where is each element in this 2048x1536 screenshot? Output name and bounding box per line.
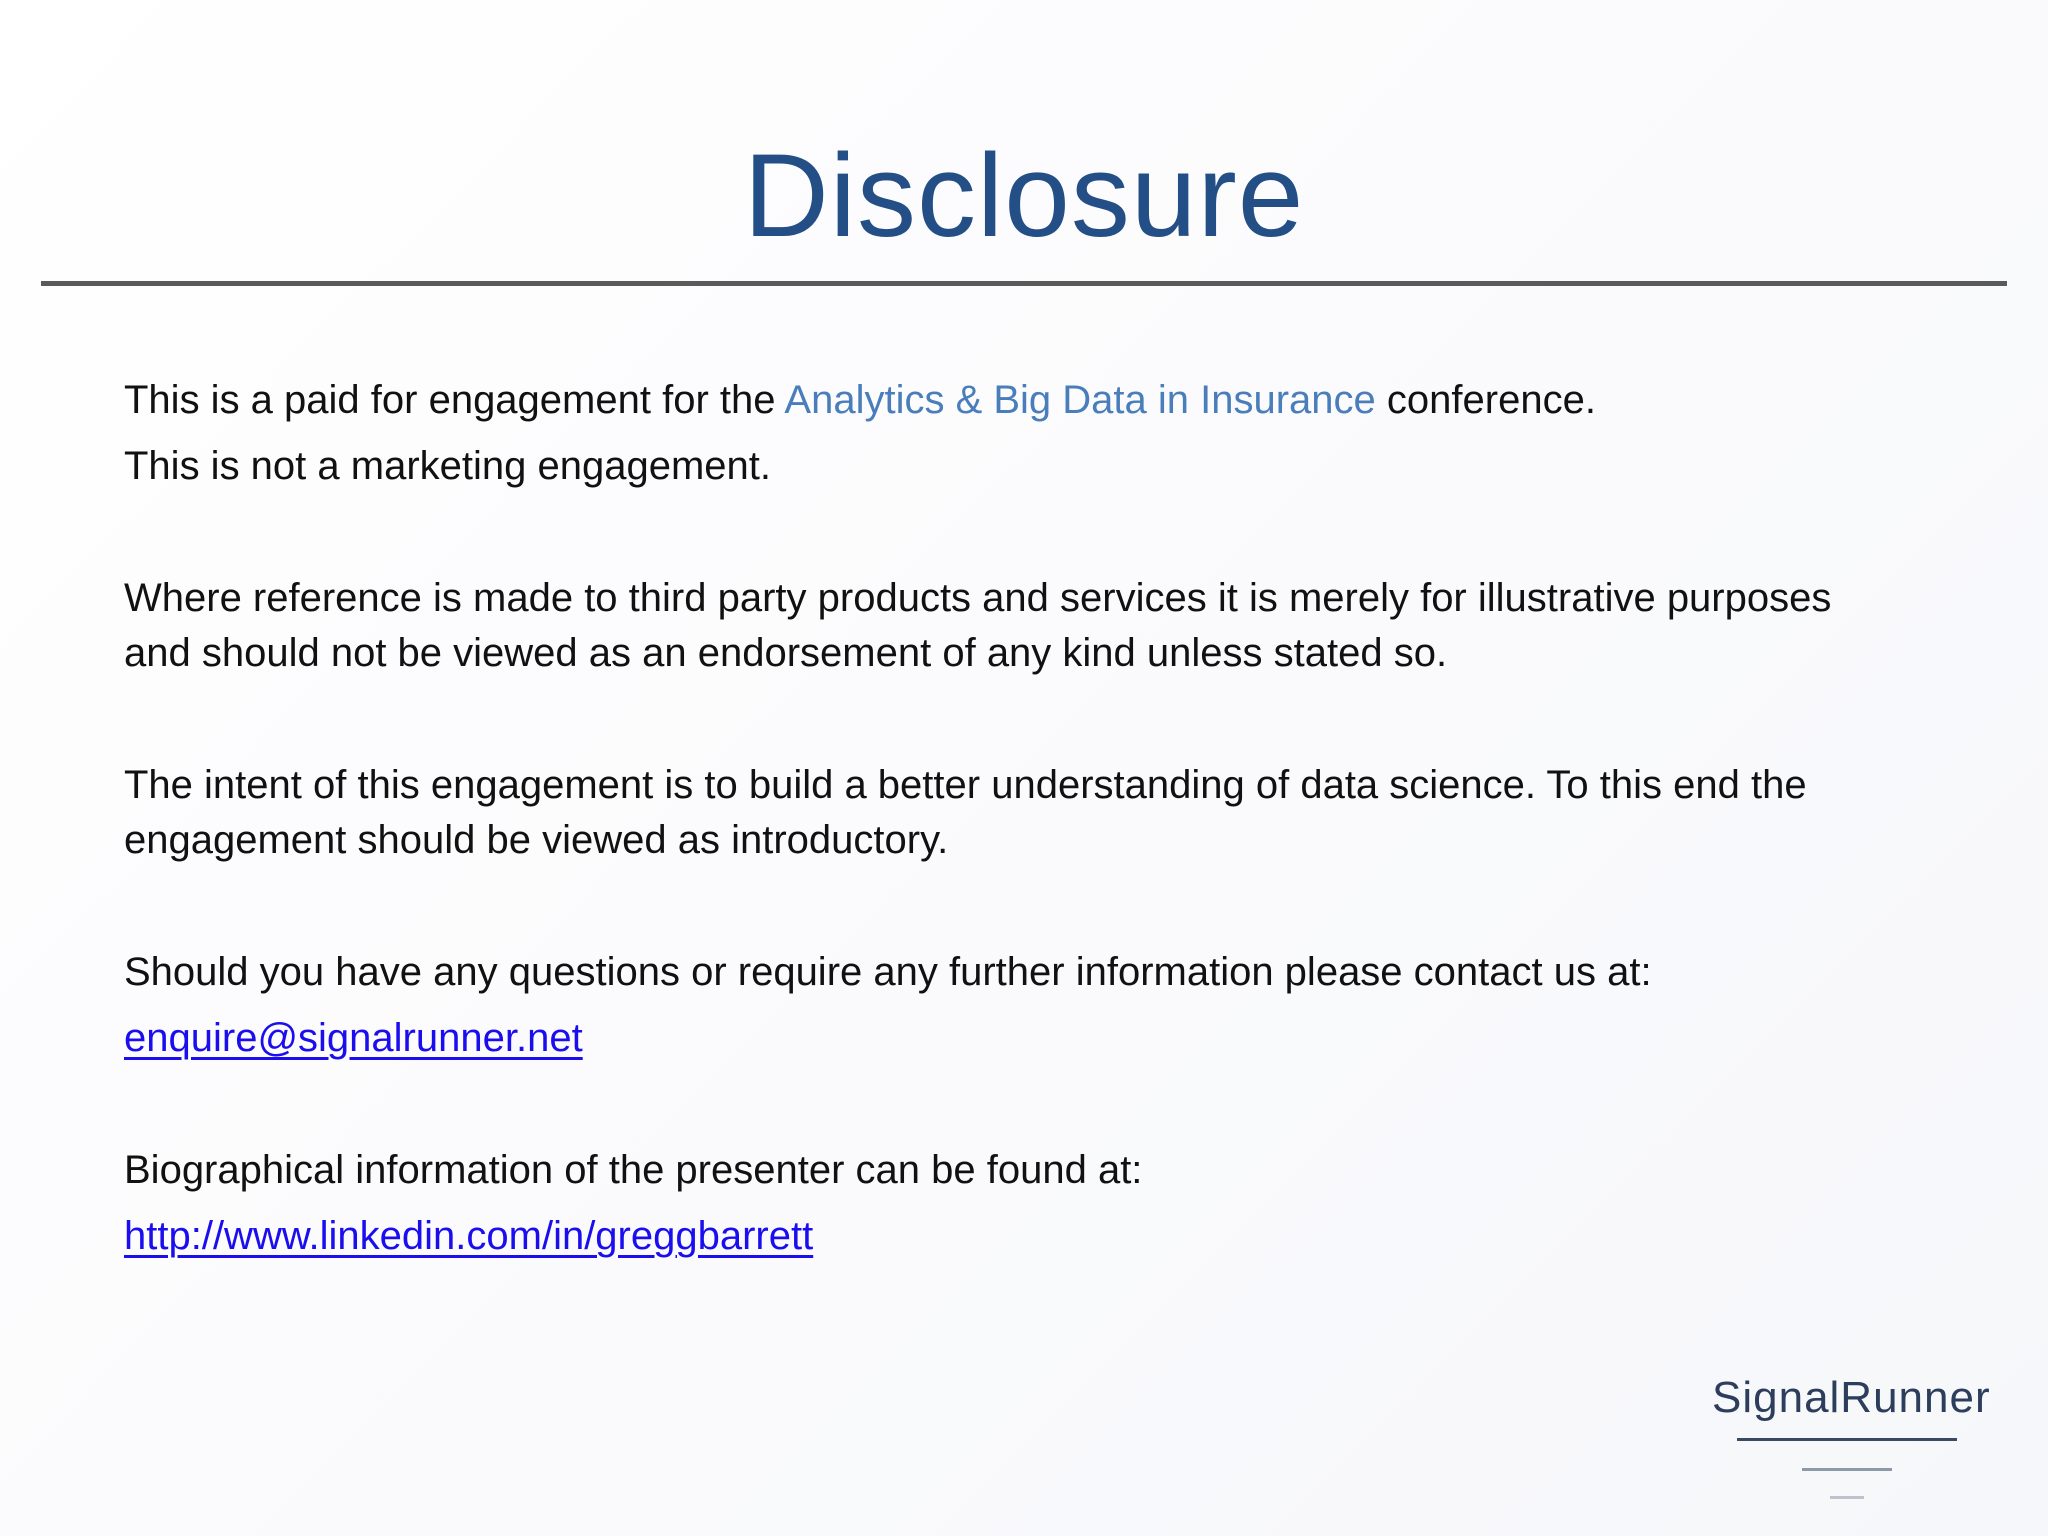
paid-engagement-text: This is a paid for engagement for the <box>124 378 785 422</box>
intent-line-1: The intent of this engagement is to build a better understanding of data science. To this end the <box>124 763 1807 807</box>
bio-text: Biographical information of the presenter can be found at: <box>124 1148 1143 1192</box>
contact-text: Should you have any questions or require any further information please contact us at: <box>124 950 1652 994</box>
third-party-line-2: and should not be viewed as an endorsement of any kind unless stated so. <box>124 631 1448 675</box>
conference-name: Analytics & Big Data in Insurance <box>784 378 1376 422</box>
bio-link-row <box>124 1209 813 1263</box>
paid-engagement-suffix: conference. <box>1375 378 1596 422</box>
paid-engagement-line <box>124 373 1596 427</box>
logo-bar-short <box>1830 1496 1864 1499</box>
not-marketing-line: This is not a marketing engagement. <box>124 444 772 488</box>
linkedin-link[interactable]: http://www.linkedin.com/in/greggbarrett <box>124 1214 814 1258</box>
contact-email-row <box>124 1011 583 1065</box>
logo-wordmark: SignalRunner <box>1712 1373 1991 1422</box>
contact-email-link[interactable]: enquire@signalrunner.net <box>124 1016 583 1060</box>
logo-bar-medium <box>1802 1468 1892 1471</box>
third-party-line-1: Where reference is made to third party products and services it is merely for illustrative purposes <box>124 576 1832 620</box>
logo-bar-long <box>1737 1438 1957 1441</box>
signalrunner-logo <box>1712 1370 1991 1520</box>
slide-title: Disclosure <box>743 130 1305 262</box>
intent-line-2: engagement should be viewed as introductory. <box>124 818 949 862</box>
title-divider <box>41 281 2007 286</box>
